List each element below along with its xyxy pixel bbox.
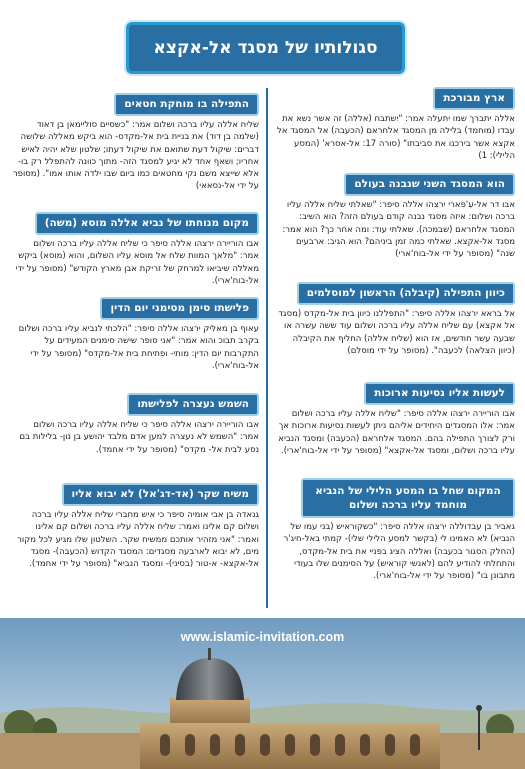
- section-prayer-erases-sins: [12, 92, 259, 193]
- section-heading: מקום מנוחתו של נביא אללה מוסא (משה): [35, 212, 259, 235]
- section-body: גנאדה בן אבי אומיה סיפר כי איש מחברי שליח אללה עליו ברכה ושלום קם אלינו ואמר: שליח אללה עליו ברכה ושלום קם אלינו ואמר: "אני מזהיר אותכם ממשיח שקר. השלטון שלו מגיע לכל מקור מים, לא יבוא לארבעה מסגדים: המסגד הקדוש (הכעבה)- מסגד אל-אקצא- א-טור (בסיני)- ומסגד הנביא" (מסופר על ידי אחמד).: [17, 510, 259, 570]
- section-body: עאוף בן מאלִּיק ירצהו אללה סיפר: "הלכתי לנביא עליו ברכה ושלום בקרב תבוכ והוא אמר: "אני סופר שישה סימנים המעידים על התקרבות יום הדין: מותי- ופתיחת בית אל-מקדס" (מסופר על ידי אל-בוח'ארי).: [18, 324, 259, 371]
- page-title: סגולותיו של מסגד אל-אקצא: [153, 38, 378, 58]
- section-body: אבו דר אל-עִ'פארי ירצהו אללה סיפר: "שאלתי שליח אללה עליו ברכה ושלום: איזה מסגד נבנה קודם בעולם הזה? הוא השיב: המסגד אלחראם (שבמכה). שאלתי עוד: ומה אחר כך? הוא אמר: מסגד אל-אקצא. שאלתי כמה זמן ביניהם? הוא הגיב: ארבעים שנה" (מסופר על ידי אל-בוח'ארי): [282, 200, 515, 260]
- section-second-mosque: [275, 172, 515, 260]
- title-banner: [126, 22, 405, 74]
- section-heading: משיח שקר (אד-דג'אל) לא יבוא אליו: [62, 483, 259, 506]
- section-body: אבו הוריירה ירצהו אללה סיפר כי שליח אללה עליו ברכה ושלום אמר: "השמש לא נעצרה למען אדם מלבד יהושע בן נון- בלילות בם נסע לבית אל- מקדס" (מסופר על ידי אחמד).: [19, 420, 259, 455]
- section-body: שליח אללה עליו ברכה ושלום אמר: "כשסיים סוליימאן בן דאוד (שלמה בן דוד) את בניית בית אל-מקדס- הוא ביקש מאללה שלושה דברים: שיקול דעת שתואם את שיקול דעתו; שלטון שלא יהיה לאיש אחריו; ושאף אחד לא יגיע למסגד הזה- מתוך כוונה להתפלל רק בו- אלא שייצא משם נקי מחטאים כמו ביום שבו ילדה אותו אמו". (מסופר על ידי אל-נסאאי): [12, 120, 259, 192]
- section-heading: לעשות אליו נסיעות ארוכות: [364, 382, 515, 405]
- column-divider: [266, 88, 268, 608]
- section-heading: כיוון התפילה (קיבלה) הראשון למוסלמים: [297, 282, 515, 305]
- section-false-messiah: [12, 482, 259, 570]
- section-heading: פלישתו סימן מסימני יום הדין: [100, 297, 259, 320]
- section-heading: השמש נעצרה לפלישתו: [127, 393, 259, 416]
- section-blessed-land: [275, 86, 515, 162]
- section-heading: ארץ מבורכת: [433, 87, 515, 110]
- footer-url[interactable]: www.islamic-invitation.com: [180, 630, 345, 644]
- section-heading: המקום שחל בו המסע הלילי של הנביא מוחמד עליו ברכה ושלום: [301, 478, 515, 518]
- section-sun-stopped: [12, 392, 259, 456]
- section-first-qibla: [275, 281, 515, 357]
- section-heading: התפילה בו מוחקת חטאים: [114, 93, 259, 116]
- section-sign-of-judgment-day: [12, 296, 259, 372]
- section-heading: הוא המסגד השני שנבנה בעולם: [344, 173, 515, 196]
- section-long-journeys: [275, 381, 515, 457]
- section-musa-resting-place: [12, 211, 259, 287]
- section-body: אל בראא ירצהו אללה סיפר: "התפללנו כיוון בית אל-מקדס (מסגד אל אקצא) עם שליח אללה עליו ברכה ושלום עוד ששה עשרה או שבעה עשר חודשים, אז הוא (שליח אללה) החליף את הקיבלה (כיוון הצלאה) לכעבה". (מסופר על ידי מוסלם): [278, 309, 515, 356]
- section-body: אללה יתברך שמו יתעלה אמר: "יִשתבח (אללה) זה אשר נשא את עבדו (מוחמד) בלילה מן המסגד אלחראם (הכעבה) אל המסגד אל אקצא אשר בירכנו את סביבתו" (סורה 17: אל-אסרא' (המסע הלילי): 1): [277, 114, 515, 161]
- section-body: אבו הוריירה ירצהו אללה סיפר: "שליח אללה עליו ברכה ושלום אמר: אלו המסגדים היחידים אליהם ניתן לעשות נסיעות ארוכות אך ורק לצורך התפילה בהם. המסגד אלחראם (הכעבה) ומסגד הנביא עליו ברכה ושלום, ומסגד אל-אקצא" (מסופר על ידי אל-בוח'ארי).: [278, 409, 515, 456]
- section-body: גאביר בן עבדוללה ירצהו אללה סיפר: "כשקוראיש (בני עמו של הנביא) לא האמינו לי (בקשר למסע הלילי שלי)- קמתי באל-חיג'ר (החלק הסגור בכעבה) ואללה הציג בפניי את בית אל-מקדס, והתחלתי להודיע להם (לאנשי קוראיש) על הסימנים שלו בעודי מתבונן בו" (מסופר על ידי אל-בוח'ארי).: [283, 522, 515, 582]
- section-body: אבו הוריירה ירצהו אללה סיפר כי שליח אללה עליו ברכה ושלום אמר: "מלאך המוות שלח אל מוסא עליו השלום, והוא (מוסא) ביקש מאללה שיביאו למרחק של זריקת אבן מארץ הקודש" (מסופר על ידי אל-בוח'ארי).: [15, 239, 259, 286]
- section-night-journey: [275, 478, 515, 582]
